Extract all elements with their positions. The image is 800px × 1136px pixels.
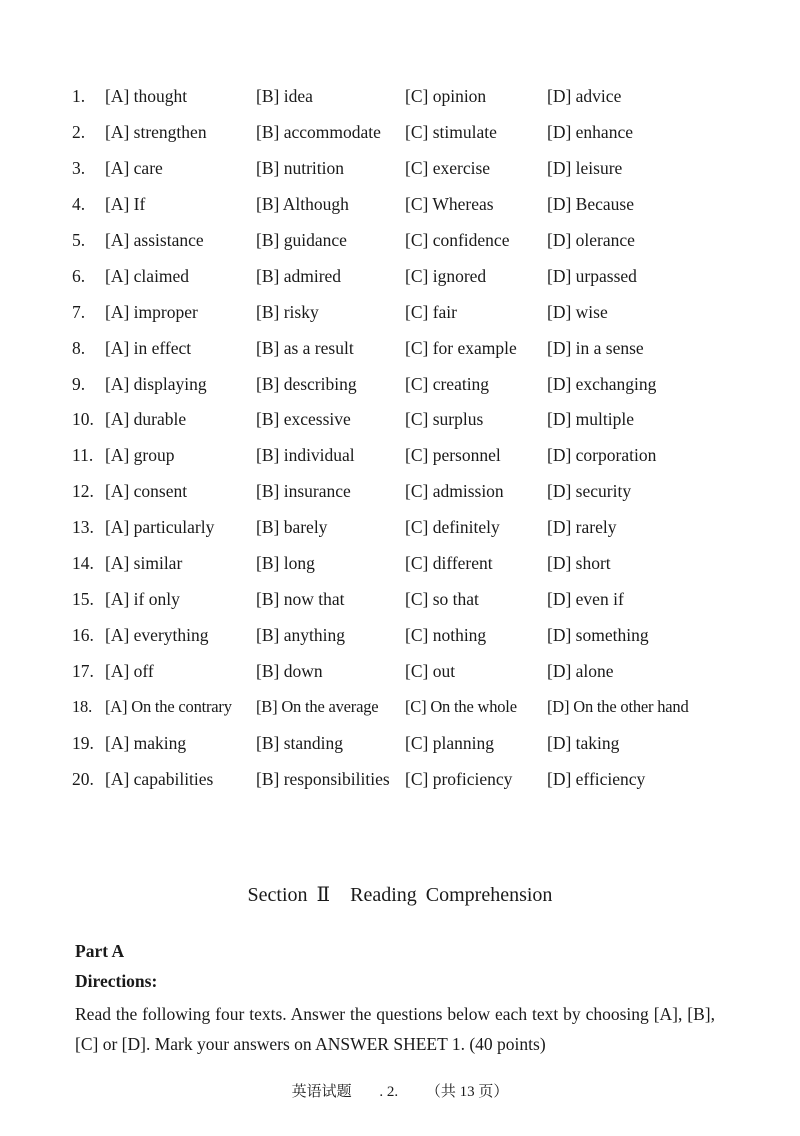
option-a: [A] making [105, 732, 187, 753]
option-b: [B] now that [256, 589, 345, 610]
option-b: [B] idea [256, 86, 313, 106]
option-a: [A] assistance [105, 229, 204, 250]
option-c: [C] out [405, 661, 456, 681]
question-number: 20. [72, 768, 94, 789]
question-row [72, 227, 772, 263]
question-number: 7. [72, 301, 86, 322]
question-number: 3. [72, 157, 86, 178]
question-row [72, 119, 772, 155]
option-c: [C] proficiency [405, 768, 513, 789]
option-a: [A] If [105, 193, 146, 214]
option-d: [D] even if [547, 589, 624, 610]
option-d: [D] in a sense [547, 337, 644, 358]
option-b: [B] Although [256, 193, 349, 214]
question-number: 18. [72, 696, 93, 716]
question-row [72, 406, 772, 442]
question-row [72, 730, 772, 766]
option-c: [C] nothing [405, 625, 487, 646]
option-a: [A] similar [105, 553, 183, 574]
footer-page-number: . 2. [379, 1084, 399, 1100]
question-row [72, 550, 772, 586]
option-d: [D] leisure [547, 157, 623, 178]
option-b: [B] admired [256, 265, 342, 286]
option-d: [D] advice [547, 86, 622, 106]
option-a: [A] in effect [105, 337, 192, 358]
question-row [72, 622, 772, 658]
option-b: [B] barely [256, 517, 328, 538]
option-c: [C] Whereas [405, 193, 494, 214]
question-list [72, 83, 772, 802]
question-row [72, 586, 772, 622]
option-a: [A] everything [105, 625, 209, 646]
option-c: [C] surplus [405, 409, 484, 430]
option-c: [C] different [405, 553, 493, 574]
question-number: 8. [72, 337, 86, 358]
option-b: [B] excessive [256, 409, 351, 430]
option-c: [C] planning [405, 732, 494, 753]
question-number: 11. [72, 445, 94, 466]
question-row [72, 155, 772, 191]
option-b: [B] risky [256, 301, 319, 322]
question-number: 1. [72, 86, 86, 106]
option-d: [D] On the other hand [547, 696, 689, 716]
option-d: [D] exchanging [547, 373, 657, 394]
option-c: [C] for example [405, 337, 517, 358]
page-footer [0, 1080, 800, 1101]
question-row [72, 478, 772, 514]
option-c: [C] On the whole [405, 696, 517, 716]
option-c: [C] so that [405, 589, 479, 610]
question-row [72, 371, 772, 407]
option-a: [A] thought [105, 86, 188, 106]
question-row [72, 442, 772, 478]
question-number: 5. [72, 229, 86, 250]
option-d: [D] olerance [547, 229, 635, 250]
option-d: [D] efficiency [547, 768, 646, 789]
option-a: [A] if only [105, 589, 180, 610]
option-d: [D] enhance [547, 121, 633, 142]
option-a: [A] capabilities [105, 768, 214, 789]
option-b: [B] anything [256, 625, 345, 646]
option-a: [A] claimed [105, 265, 190, 286]
question-row [72, 514, 772, 550]
option-b: [B] responsibilities [256, 768, 390, 789]
part-label: Part A [75, 941, 125, 961]
question-number: 15. [72, 589, 94, 610]
option-c: [C] fair [405, 301, 457, 322]
directions-label: Directions: [75, 971, 158, 991]
question-row [72, 299, 772, 335]
directions-text: Read the following four texts. Answer the questions below each text by choosing [A], [B], [C] or [D]. Mark your answers on ANSWER SHEET 1. (40 points) [75, 1004, 715, 1054]
option-c: [C] stimulate [405, 121, 497, 142]
option-a: [A] care [105, 157, 163, 178]
footer-subject: 英语试题 [291, 1084, 352, 1100]
section-title: Section Ⅱ Reading Comprehension [247, 884, 553, 906]
question-number: 4. [72, 193, 86, 214]
option-b: [B] guidance [256, 229, 347, 250]
option-c: [C] opinion [405, 86, 487, 106]
question-number: 13. [72, 517, 94, 538]
option-c: [C] exercise [405, 157, 491, 178]
option-b: [B] individual [256, 445, 355, 466]
question-number: 14. [72, 553, 94, 574]
question-row [72, 766, 772, 802]
option-b: [B] down [256, 661, 323, 681]
option-c: [C] confidence [405, 229, 510, 250]
option-b: [B] standing [256, 732, 344, 753]
option-d: [D] rarely [547, 517, 617, 538]
option-b: [B] nutrition [256, 157, 344, 178]
option-d: [D] taking [547, 732, 620, 753]
option-b: [B] as a result [256, 337, 354, 358]
option-a: [A] durable [105, 409, 187, 430]
option-a: [A] off [105, 661, 154, 681]
option-a: [A] improper [105, 301, 198, 322]
option-d: [D] alone [547, 661, 614, 681]
option-d: [D] short [547, 553, 611, 574]
option-a: [A] particularly [105, 517, 215, 538]
option-c: [C] personnel [405, 445, 501, 466]
option-d: [D] corporation [547, 445, 657, 466]
question-number: 16. [72, 625, 94, 646]
option-d: [D] something [547, 625, 649, 646]
question-number: 6. [72, 265, 86, 286]
question-row [72, 83, 772, 119]
option-d: [D] Because [547, 193, 634, 214]
option-b: [B] insurance [256, 481, 351, 502]
option-b: [B] accommodate [256, 121, 381, 142]
option-a: [A] group [105, 445, 175, 466]
footer-page-total: （共 13 页） [425, 1084, 509, 1100]
question-number: 2. [72, 121, 86, 142]
question-number: 12. [72, 481, 94, 502]
option-a: [A] displaying [105, 373, 207, 394]
question-number: 9. [72, 373, 86, 394]
option-c: [C] admission [405, 481, 504, 502]
question-row [72, 191, 772, 227]
option-b: [B] describing [256, 373, 357, 394]
option-d: [D] urpassed [547, 265, 637, 286]
question-number: 10. [72, 409, 94, 430]
option-c: [C] definitely [405, 517, 500, 538]
option-a: [A] strengthen [105, 121, 207, 142]
option-d: [D] wise [547, 301, 608, 322]
question-row [72, 658, 772, 694]
option-d: [D] multiple [547, 409, 634, 430]
question-number: 17. [72, 661, 94, 681]
option-d: [D] security [547, 481, 632, 502]
question-row [72, 263, 772, 299]
question-row [72, 694, 772, 730]
question-number: 19. [72, 732, 94, 753]
option-c: [C] ignored [405, 265, 487, 286]
option-a: [A] consent [105, 481, 188, 502]
option-b: [B] long [256, 553, 315, 574]
option-c: [C] creating [405, 373, 490, 394]
option-a: [A] On the contrary [105, 696, 232, 716]
option-b: [B] On the average [256, 696, 379, 716]
question-row [72, 335, 772, 371]
